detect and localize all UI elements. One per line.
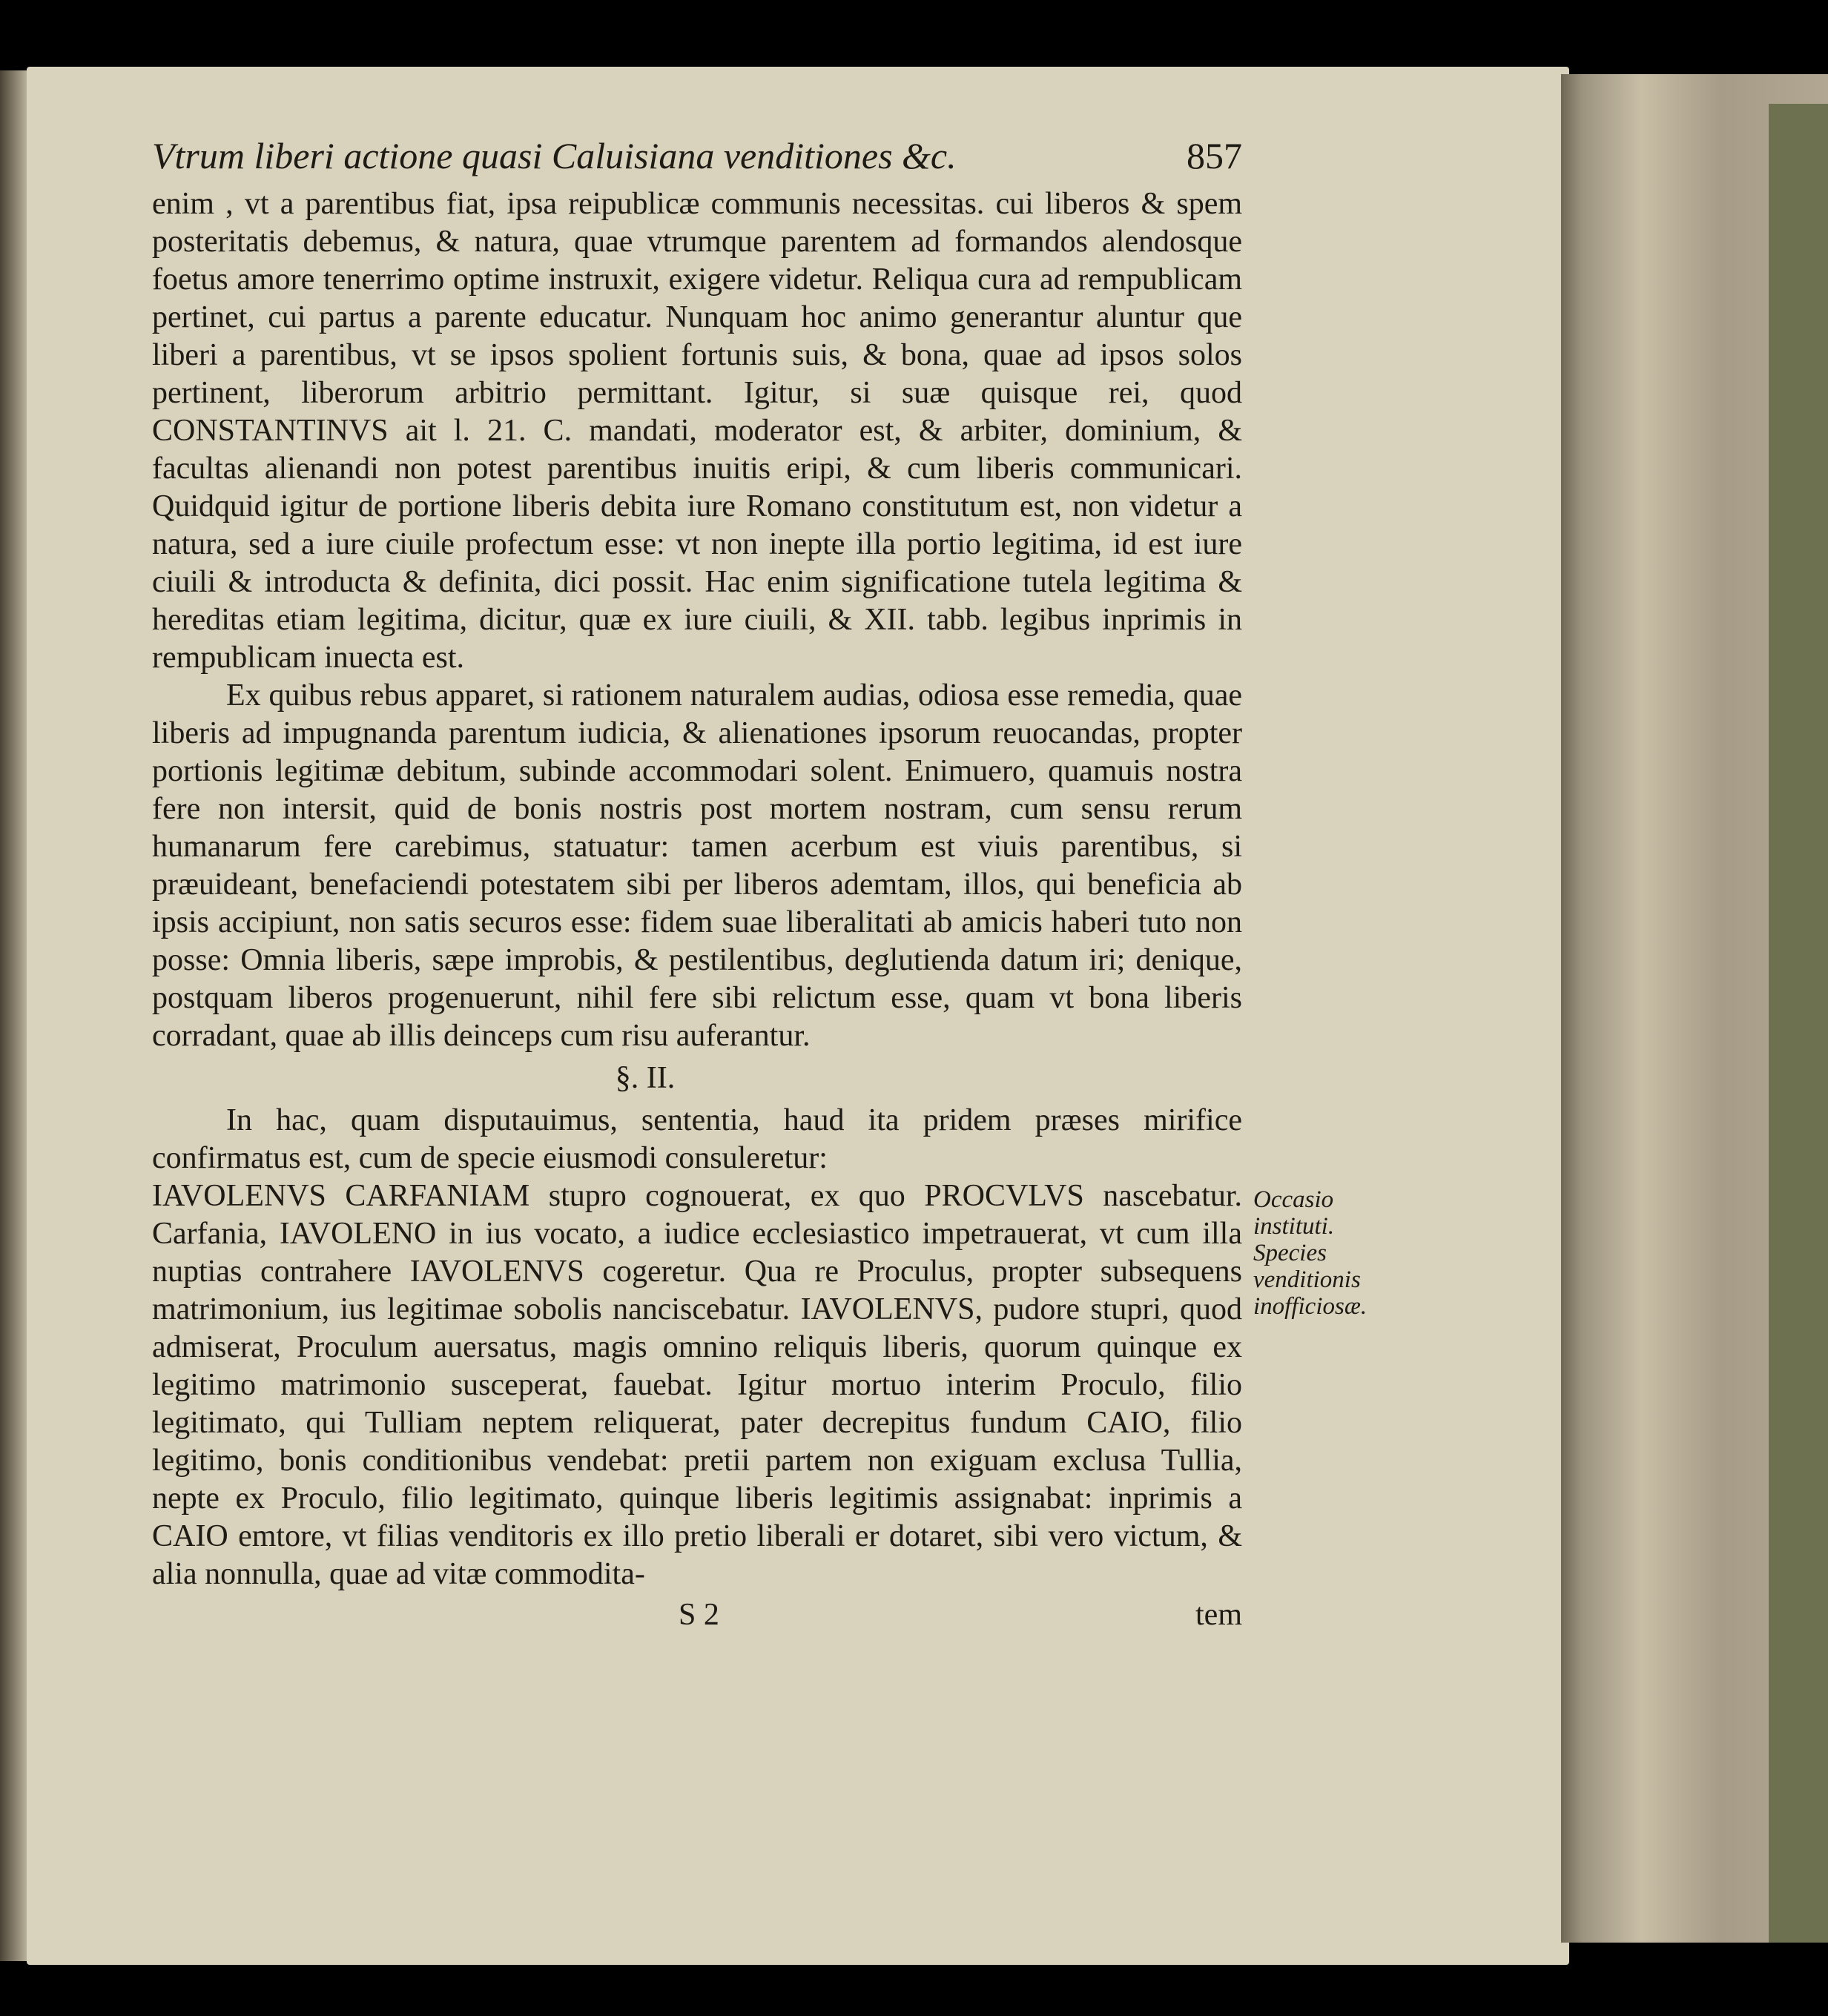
- previous-page-edge: [0, 70, 27, 1961]
- text-column: [152, 126, 1242, 1634]
- margin-note: Occasio instituti. Species venditionis inofficiosæ.: [1253, 1186, 1367, 1320]
- paragraph-3: In hac, quam disputauimus, sententia, haud ita pridem præses mirifice confirmatus est, cum de specie eiusmodi consuleretur:: [152, 1103, 1242, 1175]
- paragraph-4: IAVOLENVS CARFANIAM stupro cognouerat, ex quo PROCVLVS nascebatur. Carfania, IAVOLENO in ius vocato, a iudice ecclesiastico impetrauerat, vt cum illa nuptias contrahere IAVOLENVS cogeretur. Qua re Proculus, propter subsequens matrimonium, ius legitimae sobolis nanciscebatur. IAVOLENVS, pudore stupri, quod admiserat, Proculum auersatus, magis omnino reliquis liberis, quorum quinque ex legitimo matrimonio susceperat, fauebat. Igitur mortuo interim Proculo, filio legitimato, qui Tulliam neptem reliquerat, pater decrepitus fundum CAIO, filio legitimo, bonis conditionibus vendebat: pretii partem non exiguam exclusa Tullia, nepte ex Proculo, filio legitimato, quinque liberis legitimis assignabat: inprimis a CAIO emtore, vt filias venditoris ex illo pretio liberali er dotaret, sibi vero victum, & alia nonnulla, quae ad vitæ commodita-: [152, 1179, 1242, 1591]
- paragraph-1: enim , vt a parentibus fiat, ipsa reipublicæ communis necessitas. cui liberos & spem posteritatis debemus, & natura, quae vtrumque parentem ad formandos alendosque foetus amore tenerrimo optime instruxit, exigere videtur. Reliqua cura ad rempublicam pertinet, cui partus a parente educatur. Nunquam hoc animo generantur aluntur que liberi a parentibus, vt se ipsos spolient fortunis suis, & bona, quae ad ipsos solos pertinent, liberorum arbitrio permittant. Igitur, si suæ quisque rei, quod CONSTANTINVS ait l. 21. C. mandati, moderator est, & arbiter, dominium, & facultas alienandi non potest parentibus inuitis eripi, & cum liberis communicari. Quidquid igitur de portione liberis debita iure Romano constitutum est, non videtur a natura, sed a iure ciuile profectum esse: vt non inepte illa portio legitima, id est iure ciuili & introducta & definita, dici possit. Hac enim significatione tutela legitima & hereditas etiam legitima, dicitur, quæ ex iure ciuili, & XII. tabb. legibus inprimis in rempublicam inuecta est.: [152, 187, 1242, 675]
- running-head: [152, 126, 1242, 185]
- section-heading: §. II.: [615, 1061, 676, 1095]
- running-head-title: Vtrum liberi actione quasi Caluisiana venditiones &c.: [152, 135, 957, 176]
- page-number: 857: [1187, 135, 1242, 176]
- signature-mark: S 2: [679, 1598, 719, 1632]
- catch-line: [152, 1596, 1242, 1634]
- paragraph-2: Ex quibus rebus apparet, si rationem naturalem audias, odiosa esse remedia, quae liberis ad impugnanda parentum iudicia, & alienationes ipsorum reuocandas, propter portionis legitimæ debitum, subinde accommodari solent. Enimuero, quamuis nostra fere non intersit, quid de bonis nostris post mortem nostram, cum sensu rerum humanarum fere carebimus, statuatur: tamen acerbum est viuis parentibus, si præuideant, benefaciendi potestatem sibi per liberos ademtam, illos, qui beneficia ab ipsis accipiunt, non satis securos esse: fidem suae liberalitati ab amicis haberi tuto non posse: Omnia liberis, sæpe improbis, & pestilentibus, deglutienda datum iri; denique, postquam liberos progenuerunt, nihil fere sibi relictum esse, quam vt bona liberis corradant, quae ab illis deinceps cum risu auferantur.: [152, 678, 1242, 1053]
- catchword: tem: [1195, 1598, 1242, 1632]
- book-cover-edge: [1769, 104, 1828, 1943]
